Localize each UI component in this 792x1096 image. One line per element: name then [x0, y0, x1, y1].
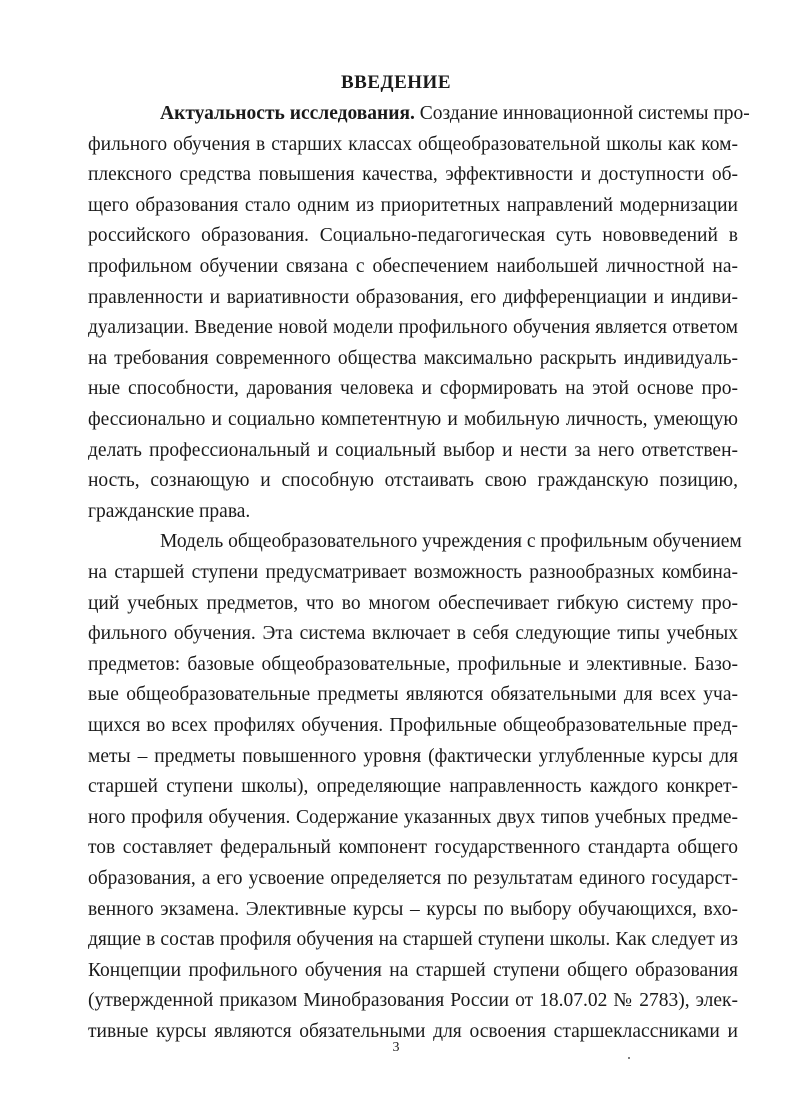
page-number: 3	[392, 1040, 400, 1055]
text-line: профильном обучении связана с обеспечением наибольшей личностной на-	[88, 256, 738, 277]
text-line: фильного обучения. Эта система включает в себя следующие типы учебных	[88, 623, 738, 644]
text-line: на требования современного общества максимально раскрыть индивидуаль-	[88, 348, 738, 369]
text-line: российского образования. Социально-педагогическая суть нововведений в	[88, 225, 738, 246]
text-line: вые общеобразовательные предметы являются обязательными для всех уча-	[88, 684, 738, 705]
text-line: дящие в состав профиля обучения на старшей ступени школы. Как следует из	[88, 929, 738, 950]
text-line: ций учебных предметов, что во многом обеспечивает гибкую систему про-	[88, 593, 738, 614]
text-line: гражданские права.	[88, 501, 251, 522]
text-line: делать профессиональный и социальный выбор и нести за него ответствен-	[88, 440, 738, 461]
section-heading: ВВЕДЕНИЕ	[341, 72, 451, 93]
paragraph-1-first-line	[160, 103, 750, 125]
text-line: ность, сознающую и способную отстаивать свою гражданскую позицию,	[88, 470, 738, 491]
text-line: старшей ступени школы), определяющие направленность каждого конкрет-	[88, 776, 738, 797]
text-line: на старшей ступени предусматривает возможность разнообразных комбина-	[88, 562, 738, 583]
text-line: образования, а его усвоение определяется по результатам единого государст-	[88, 868, 738, 889]
text-line: ного профиля обучения. Содержание указанных двух типов учебных предме-	[88, 807, 738, 828]
text-line: тов составляет федеральный компонент государственного стандарта общего	[88, 837, 738, 858]
text-line: щихся во всех профилях обучения. Профильные общеобразовательные пред-	[88, 715, 738, 736]
text-line: венного экзамена. Элективные курсы – курсы по выбору обучающихся, вхо-	[88, 899, 738, 920]
paragraph-2-first-line: Модель общеобразовательного учреждения с профильным обучением	[160, 531, 742, 552]
text-line: дуализации. Введение новой модели профильного обучения является ответом	[88, 317, 738, 338]
text-line: ные способности, дарования человека и сформировать на этой основе про-	[88, 378, 738, 399]
text-line: фильного обучения в старших классах общеобразовательной школы как ком-	[88, 134, 738, 155]
text-line: тивные курсы являются обязательными для освоения старшеклассниками и	[88, 1021, 738, 1042]
text-line: (утвержденной приказом Минобразования России от 18.07.02 № 2783), элек-	[88, 990, 738, 1011]
text-line: Концепции профильного обучения на старшей ступени общего образования	[88, 960, 738, 981]
first-line-text: Создание инновационной системы про-	[419, 103, 750, 124]
text-line: предметов: базовые общеобразовательные, профильные и элективные. Базо-	[88, 654, 738, 675]
text-line: фессионально и социально компетентную и мобильную личность, умеющую	[88, 409, 738, 430]
text-line: меты – предметы повышенного уровня (фактически углубленные курсы для	[88, 746, 738, 767]
text-line: щего образования стало одним из приоритетных направлений модернизации	[88, 195, 738, 216]
text-line: правленности и вариативности образования, его дифференциации и индиви-	[88, 287, 738, 308]
lead-phrase: Актуальность исследования.	[160, 103, 415, 124]
scan-speck	[628, 1057, 630, 1059]
text-line: плексного средства повышения качества, эффективности и доступности об-	[88, 164, 738, 185]
